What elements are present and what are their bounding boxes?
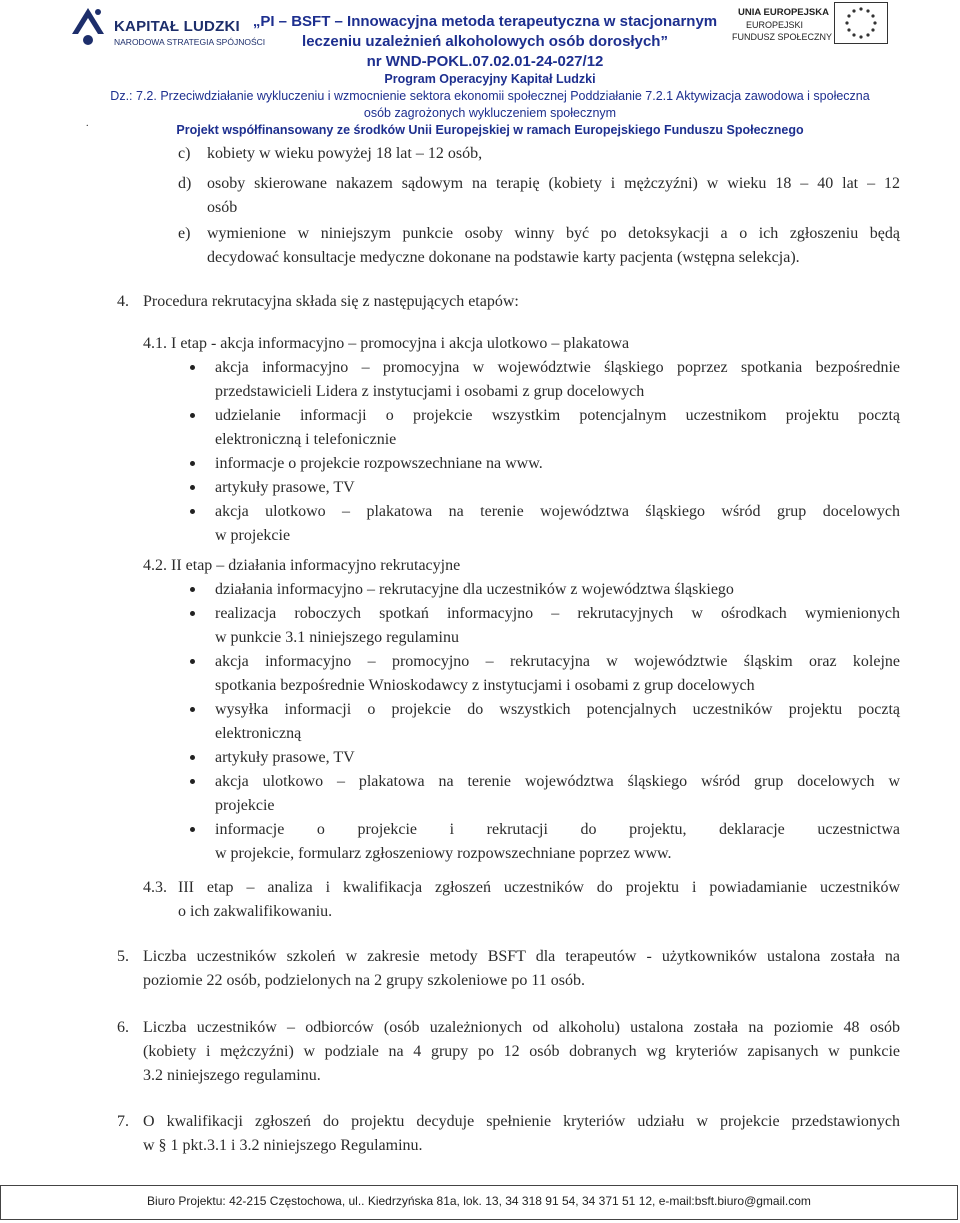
bullet-icon bbox=[190, 413, 195, 418]
section-7-text: O kwalifikacji zgłoszeń do projektu decyduje spełnienie kryteriów udziału w projekcie przedstawionych bbox=[143, 1113, 900, 1130]
stage-2-bullet: akcja ulotkowo – plakatowa na terenie województwa śląskiego wśród grup docelowych w bbox=[215, 773, 900, 790]
eu-logo-line: EUROPEJSKI bbox=[746, 20, 804, 30]
eu-logo-line: UNIA EUROPEJSKA bbox=[738, 7, 829, 18]
section-6-number: 6. bbox=[117, 1019, 129, 1036]
section-4-heading: Procedura rekrutacyjna składa się z następujących etapów: bbox=[143, 293, 519, 310]
stage-1-bullet-cont: przedstawicieli Lidera z instytucjami i osobami z grup docelowych bbox=[215, 383, 645, 400]
stage-2-bullet: działania informacyjno – rekrutacyjne dla uczestników z województwa śląskiego bbox=[215, 581, 734, 598]
item-c-text: kobiety w wieku powyżej 18 lat – 12 osób, bbox=[207, 145, 483, 162]
stage-1-bullet: akcja informacyjno – promocyjna w województwie śląskiego poprzez spotkania bezpośrednie bbox=[215, 359, 900, 376]
bullet-icon bbox=[190, 461, 195, 466]
kapital-ludzki-logo bbox=[68, 4, 266, 50]
stage-2-bullet: akcja informacyjno – promocyjno – rekrutacyjna w województwie śląskim oraz kolejne bbox=[215, 653, 900, 670]
section-5-number: 5. bbox=[117, 948, 129, 965]
eu-logo bbox=[732, 2, 892, 48]
stage-3-text: o ich zakwalifikowaniu. bbox=[178, 903, 333, 920]
stage-2-bullet-cont: w punkcie 3.1 niniejszego regulaminu bbox=[215, 629, 459, 646]
section-7-text: w § 1 pkt.3.1 i 3.2 niniejszego Regulaminu. bbox=[143, 1137, 423, 1154]
stage-1-bullet: artykuły prasowe, TV bbox=[215, 479, 355, 496]
bullet-icon bbox=[190, 779, 195, 784]
stage-1-title: 4.1. I etap - akcja informacyjno – promocyjna i akcja ulotkowo – plakatowa bbox=[143, 335, 630, 352]
section-5-text: poziomie 22 osób, podzielonych na 2 grupy szkoleniowe po 11 osób. bbox=[143, 972, 585, 989]
stage-1-bullet: udzielanie informacji o projekcie wszystkim potencjalnym uczestnikom projektu pocztą bbox=[215, 407, 900, 424]
program-name: Program Operacyjny Kapitał Ludzki bbox=[384, 72, 596, 86]
section-7-number: 7. bbox=[117, 1113, 129, 1130]
bullet-icon bbox=[190, 659, 195, 664]
stage-1-bullet-cont: elektroniczną i telefonicznie bbox=[215, 431, 397, 448]
header-dot: . bbox=[86, 118, 89, 129]
footer-address: Biuro Projektu: 42-215 Częstochowa, ul.. Kiedrzyńska 81a, lok. 13, 34 318 91 54, 34 371 51 12, e-mail:bsft.biuro@gmail.com bbox=[147, 1194, 811, 1208]
stage-2-bullet-cont: projekcie bbox=[215, 797, 275, 814]
item-e-label: e) bbox=[178, 225, 191, 242]
bullet-icon bbox=[190, 587, 195, 592]
bullet-icon bbox=[190, 827, 195, 832]
section-5-text: Liczba uczestników szkoleń w zakresie metody BSFT dla terapeutów - użytkowników ustalona została na bbox=[143, 948, 900, 965]
item-e-text: wymienione w niniejszym punkcie osoby winny być po detoksykacji a o ich zgłoszeniu będą bbox=[207, 225, 900, 242]
project-title-line: „PI – BSFT – Innowacyjna metoda terapeutyczna w stacjonarnym bbox=[252, 13, 718, 30]
bullet-icon bbox=[190, 755, 195, 760]
item-d-text: osoby skierowane nakazem sądowym na terapię (kobiety i mężczyźni) w wieku 18 – 40 lat – 12 bbox=[207, 175, 900, 192]
program-measure-cont: osób zagrożonych wykluczeniem społecznym bbox=[363, 106, 617, 120]
stage-2-title: 4.2. II etap – działania informacyjno rekrutacyjne bbox=[143, 557, 461, 574]
bullet-icon bbox=[190, 611, 195, 616]
project-number: nr WND-POKL.07.02.01-24-027/12 bbox=[366, 53, 604, 70]
bullet-icon bbox=[190, 365, 195, 370]
item-d-text: osób bbox=[207, 199, 238, 216]
eu-flag-icon bbox=[834, 2, 888, 44]
item-c-label: c) bbox=[178, 145, 191, 162]
stage-2-bullet-cont: spotkania bezpośrednie Wnioskodawcy z instytucjami i osobami z grup docelowych bbox=[215, 677, 755, 694]
section-4-number: 4. bbox=[117, 293, 129, 310]
program-info bbox=[80, 71, 900, 139]
stage-2-bullet-cont: w projekcie, formularz zgłoszeniowy rozpowszechniane poprzez www. bbox=[215, 845, 672, 862]
stage-2-bullet: wysyłka informacji o projekcie do wszystkich potencjalnych uczestników projektu pocztą bbox=[215, 701, 900, 718]
bullet-icon bbox=[190, 509, 195, 514]
item-d-label: d) bbox=[178, 175, 192, 192]
project-title bbox=[245, 12, 725, 72]
bullet-icon bbox=[190, 485, 195, 490]
section-6-text: Liczba uczestników – odbiorców (osób uzależnionych od alkoholu) ustalona została na poziomie 48 osób bbox=[143, 1019, 900, 1036]
stage-3-label: 4.3. bbox=[143, 879, 167, 896]
stage-2-bullet-cont: elektroniczną bbox=[215, 725, 302, 742]
section-6-text: (kobiety i mężczyźni) w podziale na 4 grupy po 12 osób dobranych wg kryteriów zapisanych w punkcie bbox=[143, 1043, 900, 1060]
program-measure: Dz.: 7.2. Przeciwdziałanie wykluczeniu i wzmocnienie sektora ekonomii społecznej Poddziałanie 7.2.1 Aktywizacja zawodowa i społeczna bbox=[110, 89, 870, 103]
stage-2-bullet: artykuły prasowe, TV bbox=[215, 749, 355, 766]
section-6-text: 3.2 niniejszego regulaminu. bbox=[143, 1067, 321, 1084]
stage-2-bullet: informacje o projekcie i rekrutacji do projektu, deklaracje uczestnictwa bbox=[215, 821, 900, 838]
kapital-ludzki-subtitle: NARODOWA STRATEGIA SPÓJNOŚCI bbox=[114, 37, 266, 47]
stage-2-bullet: realizacja roboczych spotkań informacyjno – rekrutacyjnych w ośrodkach wymienionych bbox=[215, 605, 900, 622]
eu-logo-line: FUNDUSZ SPOŁECZNY bbox=[732, 32, 833, 42]
bullet-icon bbox=[190, 707, 195, 712]
kapital-ludzki-emblem-icon bbox=[68, 4, 108, 48]
project-title-line: leczeniu uzależnień alkoholowych osób dorosłych” bbox=[302, 33, 668, 50]
cofinancing-note: Projekt współfinansowany ze środków Unii Europejskiej w ramach Europejskiego Funduszu Społecznego bbox=[176, 123, 804, 137]
item-e-text: decydować konsultacje medyczne dokonane na podstawie karty pacjenta (wstępna selekcja). bbox=[207, 249, 800, 266]
stage-1-bullet: akcja ulotkowo – plakatowa na terenie województwa śląskiego wśród grup docelowych bbox=[215, 503, 900, 520]
stage-3-text: III etap – analiza i kwalifikacja zgłoszeń uczestników do projektu i powiadamianie uczestników bbox=[178, 879, 900, 896]
stage-1-bullet: informacje o projekcie rozpowszechniane na www. bbox=[215, 455, 543, 472]
stage-1-bullet-cont: w projekcie bbox=[215, 527, 291, 544]
kapital-ludzki-brand: KAPITAŁ LUDZKI bbox=[114, 18, 240, 35]
